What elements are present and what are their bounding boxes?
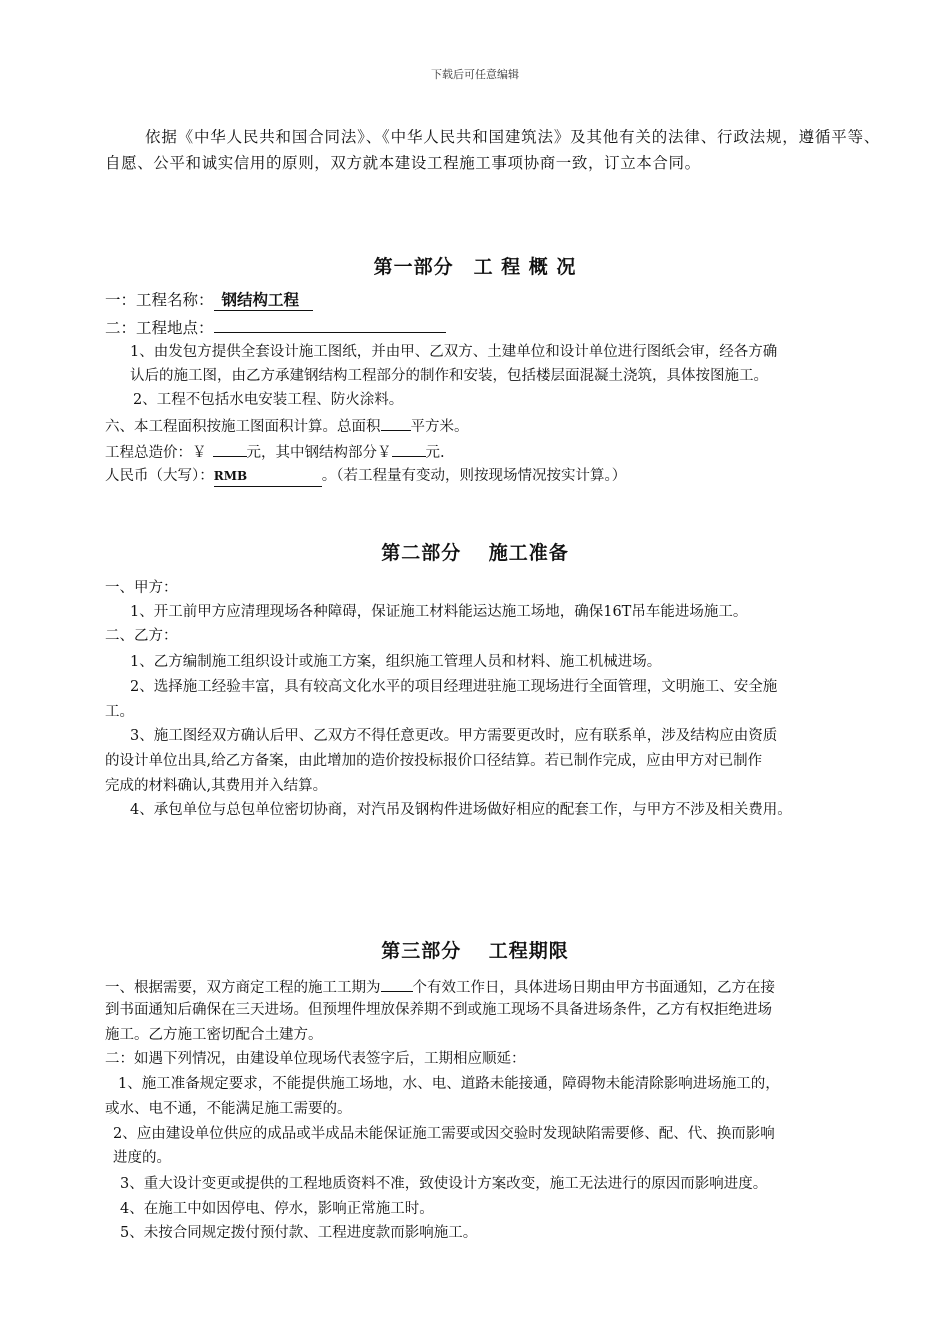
area-unit: 平方米。 bbox=[410, 419, 469, 435]
part1-price-line bbox=[105, 440, 445, 463]
page-header: 下载后可任意编辑 bbox=[431, 68, 519, 81]
part3-title: 第三部分 工程期限 bbox=[381, 940, 569, 962]
rmb-label: 人民币（大写）： bbox=[105, 468, 214, 484]
part3-para1-line1 bbox=[105, 975, 775, 998]
project-name-label: 一：工程名称： bbox=[105, 291, 214, 309]
part2-party-b-heading: 二、乙方： bbox=[105, 628, 178, 644]
part2-party-b-item4: 4、承包单位与总包单位密切协商，对汽吊及钢构件进场做好相应的配套工作，与甲方不涉及相关费用。 bbox=[130, 802, 792, 818]
project-name-line bbox=[105, 290, 313, 311]
part3-case5: 5、未按合同规定拨付预付款、工程进度款而影响施工。 bbox=[120, 1225, 478, 1241]
part2-party-a-item1: 1、开工前甲方应清理现场各种障碍，保证施工材料能运达施工场地，确保16T吊车能进场施工。 bbox=[130, 604, 748, 620]
part3-case1-line2: 或水、电不通，不能满足施工需要的。 bbox=[105, 1101, 352, 1117]
part3-case1-line1: 1、施工准备规定要求，不能提供施工场地，水、电、道路未能接通，障碍物未能清除影响进场施工的， bbox=[118, 1076, 780, 1092]
area-blank bbox=[381, 414, 411, 431]
duration-text: 一、根据需要，双方商定工程的施工工期为 bbox=[105, 980, 381, 996]
part1-title: 第一部分 工 程 概 况 bbox=[373, 256, 577, 278]
part2-title: 第二部分 施工准备 bbox=[381, 542, 569, 564]
intro-paragraph: 依据《中华人民共和国合同法》、《中华人民共和国建筑法》及其他有关的法律、行政法规，遵循平等、自愿、公平和诚实信用的原则，双方就本建设工程施工事项协商一致，订立本合同。 bbox=[105, 128, 880, 172]
part3-para1-line2: 到书面通知后确保在三天进场。但预埋件埋放保养期不到或施工现场不具备进场条件，乙方有权拒绝进场 bbox=[105, 1002, 772, 1018]
total-price-label: 工程总造价：￥ bbox=[105, 445, 207, 461]
project-location-blank bbox=[214, 316, 446, 333]
area-text: 六、本工程面积按施工图面积计算。总面积 bbox=[105, 419, 381, 435]
part2-party-b-item3-line3: 完成的材料确认,其费用并入结算。 bbox=[105, 778, 328, 794]
project-location-label: 二：工程地点： bbox=[105, 319, 214, 337]
duration-blank bbox=[381, 975, 413, 992]
part2-party-b-item1: 1、乙方编制施工组织设计或施工方案，组织施工管理人员和材料、施工机械进场。 bbox=[130, 654, 662, 670]
part3-para1-line3: 施工。乙方施工密切配合土建方。 bbox=[105, 1027, 323, 1043]
part2-party-b-item2-line2: 工。 bbox=[105, 704, 134, 720]
rmb-value: RMB bbox=[214, 466, 322, 487]
part3-case3: 3、重大设计变更或提供的工程地质资料不准，致使设计方案改变，施工无法进行的原因而影响进度。 bbox=[120, 1176, 768, 1192]
part3-case2-line2: 进度的。 bbox=[113, 1150, 171, 1166]
project-name-value: 钢结构工程 bbox=[214, 290, 314, 311]
steel-price-label: 元，其中钢结构部分￥ bbox=[246, 445, 392, 461]
part2-party-a-heading: 一、甲方： bbox=[105, 580, 178, 596]
steel-price-unit: 元. bbox=[425, 445, 445, 461]
part2-party-b-item3-line1: 3、施工图经双方确认后甲、乙双方不得任意更改。甲方需要更改时，应有联系单，涉及结构应由资质 bbox=[130, 728, 778, 744]
steel-price-blank bbox=[392, 440, 426, 457]
part3-case4: 4、在施工中如因停电、停水，影响正常施工时。 bbox=[120, 1201, 434, 1217]
part1-item1-line1: 1、由发包方提供全套设计施工图纸，并由甲、乙双方、土建单位和设计单位进行图纸会审，经各方确 bbox=[130, 344, 778, 360]
part3-case2-line1: 2、应由建设单位供应的成品或半成品未能保证施工需要或因交验时发现缺陷需要修、配、代、换而影响 bbox=[113, 1126, 775, 1142]
project-location-line bbox=[105, 316, 446, 338]
part2-party-b-item2-line1: 2、选择施工经验丰富，具有较高文化水平的项目经理进驻施工现场进行全面管理，文明施工、安全施 bbox=[130, 679, 778, 695]
part1-area-line bbox=[105, 414, 469, 437]
part1-item1-line2: 认后的施工图，由乙方承建钢结构工程部分的制作和安装，包括楼层面混凝土浇筑，具体按图施工。 bbox=[130, 368, 768, 384]
rmb-note: 。（若工程量有变动，则按现场情况按实计算。） bbox=[321, 468, 627, 484]
part1-item2: 2、工程不包括水电安装工程、防火涂料。 bbox=[133, 392, 404, 408]
total-price-blank bbox=[213, 440, 247, 457]
part2-party-b-item3-line2: 的设计单位出具,给乙方备案，由此增加的造价按投标报价口径结算。若已制作完成，应由甲方对已制作 bbox=[105, 753, 763, 769]
duration-text-cont: 个有效工作日，具体进场日期由甲方书面通知，乙方在接 bbox=[412, 980, 775, 996]
part1-rmb-line bbox=[105, 466, 626, 487]
part3-para2: 二：如遇下列情况，由建设单位现场代表签字后，工期相应顺延： bbox=[105, 1051, 526, 1067]
